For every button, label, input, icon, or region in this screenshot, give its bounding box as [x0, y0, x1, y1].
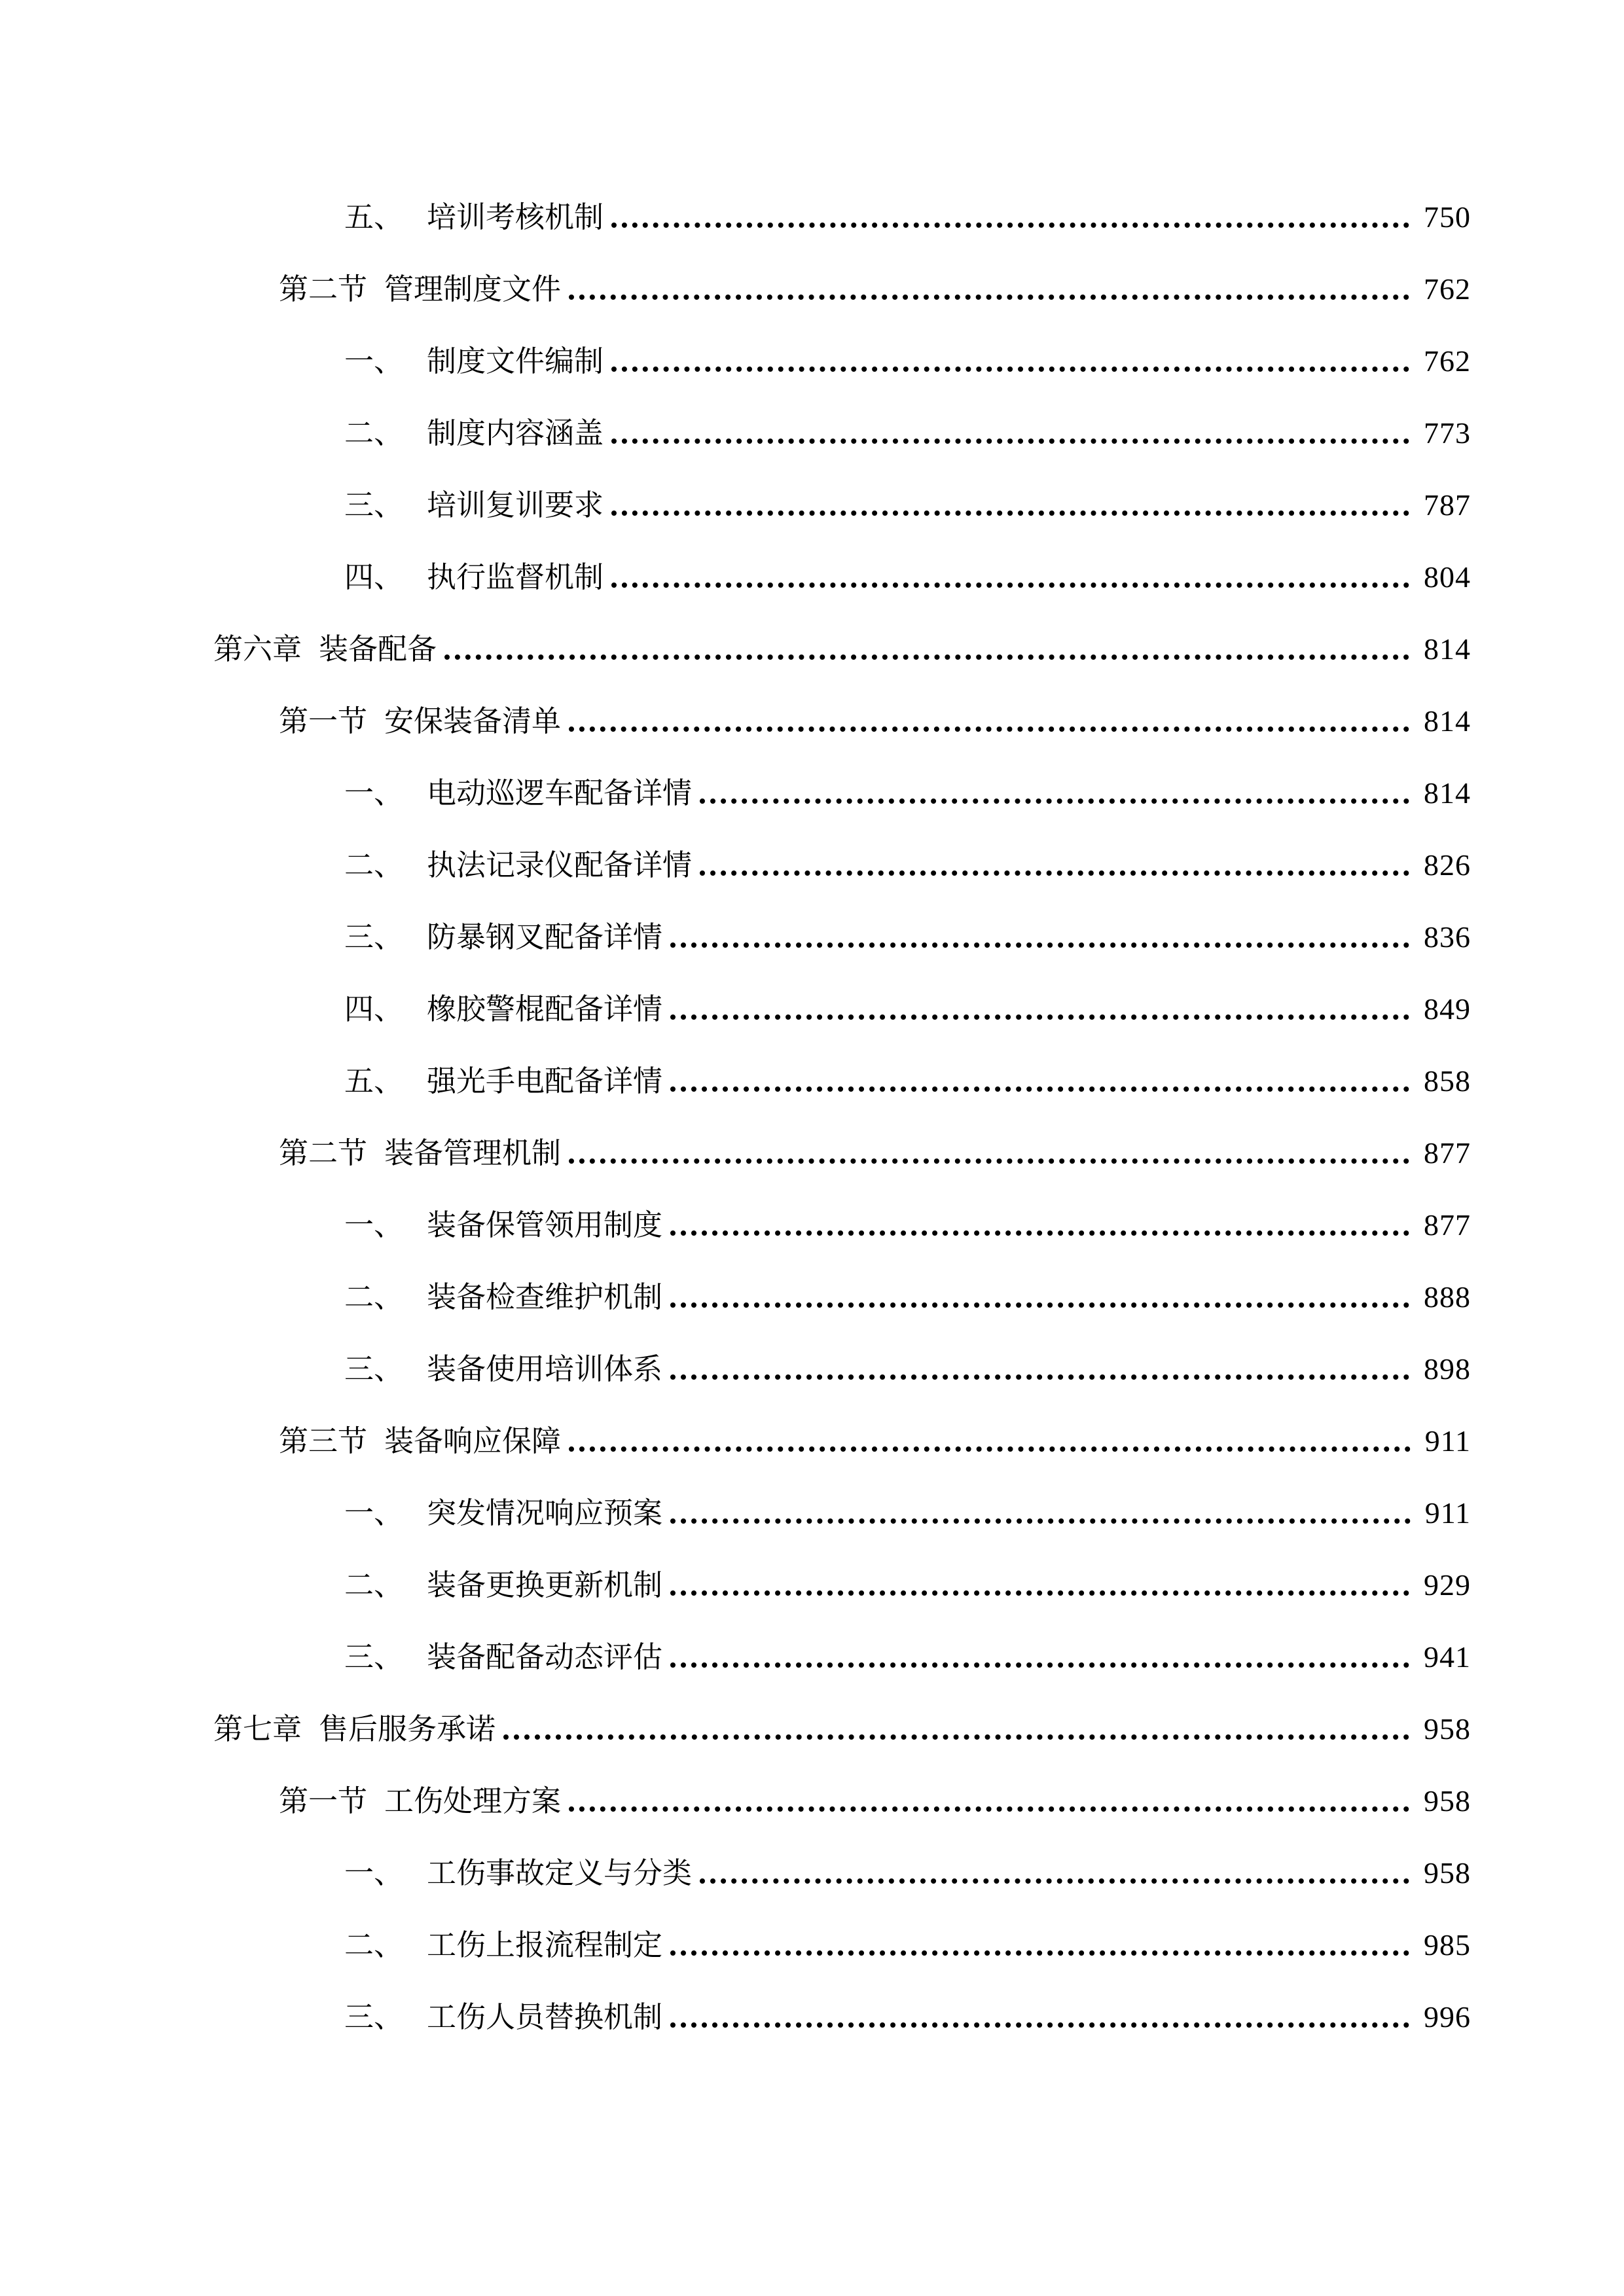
toc-dot-leader	[611, 583, 1409, 588]
toc-dot-leader	[670, 1662, 1409, 1668]
toc-entry-page: 898	[1424, 1352, 1471, 1386]
toc-entry[interactable]	[344, 983, 1471, 1035]
toc-entry[interactable]	[344, 551, 1471, 603]
toc-entry-number: 五、	[344, 1064, 404, 1098]
toc-entry[interactable]	[279, 263, 1471, 315]
toc-entry-number: 三、	[344, 1352, 404, 1386]
toc-entry[interactable]	[344, 1559, 1471, 1611]
toc-entry-title: 电动巡逻车配备详情	[427, 776, 693, 810]
toc-entry-page: 814	[1424, 632, 1471, 666]
toc-entry-page: 750	[1424, 200, 1471, 234]
toc-entry[interactable]	[279, 695, 1471, 747]
toc-entry-page: 929	[1424, 1568, 1471, 1602]
toc-entry[interactable]	[344, 1991, 1471, 2043]
toc-entry-title: 培训复训要求	[427, 488, 604, 522]
toc-entry-title: 培训考核机制	[427, 200, 604, 234]
toc-entry-page: 826	[1424, 848, 1471, 882]
toc-entry[interactable]	[344, 479, 1471, 531]
toc-entry-page: 762	[1424, 272, 1471, 306]
toc-entry-page: 877	[1424, 1208, 1471, 1242]
toc-entry-number: 一、	[344, 776, 404, 810]
toc-entry-title: 装备配备	[319, 632, 437, 666]
toc-entry-number: 二、	[344, 1280, 404, 1314]
toc-dot-leader	[670, 1230, 1409, 1236]
toc-dot-leader	[670, 1374, 1409, 1380]
toc-dot-leader	[670, 942, 1409, 948]
toc-entry[interactable]	[344, 407, 1471, 459]
toc-entry-page: 858	[1424, 1064, 1471, 1098]
toc-entry-title: 执行监督机制	[427, 560, 604, 594]
toc-entry-title: 管理制度文件	[384, 272, 562, 306]
toc-entry-page: 996	[1424, 2000, 1471, 2034]
toc-entry-page: 958	[1424, 1856, 1471, 1890]
toc-entry-title: 工伤人员替换机制	[427, 2000, 663, 2034]
toc-entry-title: 装备管理机制	[384, 1136, 562, 1170]
toc-entry-number: 三、	[344, 1640, 404, 1674]
toc-entry-number: 三、	[344, 488, 404, 522]
toc-entry-page: 814	[1424, 704, 1471, 738]
toc-entry-page: 958	[1424, 1712, 1471, 1746]
toc-dot-leader	[569, 1158, 1409, 1164]
toc-entry[interactable]	[344, 911, 1471, 963]
toc-entry-number: 第一节	[279, 704, 368, 738]
toc-entry-title: 装备检查维护机制	[427, 1280, 663, 1314]
toc-entry-title: 橡胶警棍配备详情	[427, 992, 663, 1026]
toc-entry[interactable]	[344, 1271, 1471, 1323]
toc-dot-leader	[700, 798, 1409, 804]
toc-dot-leader	[670, 1302, 1409, 1308]
toc-entry-title: 突发情况响应预案	[427, 1496, 663, 1530]
toc-dot-leader	[611, 439, 1409, 444]
toc-entry[interactable]	[344, 1055, 1471, 1107]
toc-entry-title: 安保装备清单	[384, 704, 562, 738]
toc-dot-leader	[611, 511, 1409, 516]
toc-entry[interactable]	[279, 1415, 1471, 1467]
toc-entry-number: 第三节	[279, 1424, 368, 1458]
toc-dot-leader	[700, 870, 1409, 876]
toc-entry[interactable]	[344, 1487, 1471, 1539]
toc-entry[interactable]	[344, 839, 1471, 891]
toc-entry-page: 888	[1424, 1280, 1471, 1314]
toc-entry[interactable]	[344, 767, 1471, 819]
toc-dot-leader	[670, 1086, 1409, 1092]
toc-entry-number: 第六章	[213, 632, 302, 666]
toc-dot-leader	[670, 2022, 1409, 2028]
toc-entry-title: 装备保管领用制度	[427, 1208, 663, 1242]
toc-entry-page: 985	[1424, 1928, 1471, 1962]
toc-dot-leader	[670, 1014, 1409, 1020]
toc-entry[interactable]	[344, 1919, 1471, 1971]
toc-entry-number: 一、	[344, 1856, 404, 1890]
toc-entry[interactable]	[344, 335, 1471, 387]
toc-entry[interactable]	[344, 1343, 1471, 1395]
toc-entry-page: 836	[1424, 920, 1471, 954]
toc-entry[interactable]	[213, 1703, 1471, 1755]
toc-entry-title: 防暴钢叉配备详情	[427, 920, 663, 954]
toc-dot-leader	[700, 1878, 1409, 1884]
toc-entry-page: 849	[1424, 992, 1471, 1026]
toc-entry-page: 787	[1424, 488, 1471, 522]
toc-dot-leader	[611, 367, 1409, 372]
toc-entry-page: 941	[1424, 1640, 1471, 1674]
toc-entry-number: 五、	[344, 200, 404, 234]
toc-dot-leader	[503, 1734, 1409, 1740]
toc-entry-number: 三、	[344, 920, 404, 954]
toc-entry-number: 第一节	[279, 1784, 368, 1818]
toc-entry[interactable]	[279, 1127, 1471, 1179]
toc-entry-page: 762	[1424, 344, 1471, 378]
toc-dot-leader	[444, 655, 1409, 660]
toc-entry-title: 装备配备动态评估	[427, 1640, 663, 1674]
toc-entry-number: 一、	[344, 344, 404, 378]
toc-entry-number: 一、	[344, 1208, 404, 1242]
toc-entry-title: 装备使用培训体系	[427, 1352, 663, 1386]
toc-dot-leader	[670, 1590, 1409, 1596]
toc-entry-page: 911	[1424, 1424, 1471, 1458]
toc-entry-title: 装备更换更新机制	[427, 1568, 663, 1602]
toc-entry-page: 814	[1424, 776, 1471, 810]
toc-entry-title: 工伤处理方案	[384, 1784, 562, 1818]
toc-entry-number: 第七章	[213, 1712, 302, 1746]
toc-entry-page: 911	[1424, 1496, 1471, 1530]
toc-entry-title: 工伤上报流程制定	[427, 1928, 663, 1962]
toc-dot-leader	[611, 223, 1409, 228]
toc-entry-page: 773	[1424, 416, 1471, 450]
toc-entry-number: 四、	[344, 992, 404, 1026]
toc-entry-title: 执法记录仪配备详情	[427, 848, 693, 882]
toc-entry-number: 二、	[344, 1928, 404, 1962]
toc-entry-number: 第二节	[279, 1136, 368, 1170]
toc-entry-page: 958	[1424, 1784, 1471, 1818]
toc-entry[interactable]	[344, 1631, 1471, 1683]
toc-entry-number: 二、	[344, 416, 404, 450]
toc-dot-leader	[569, 1806, 1409, 1812]
toc-entry[interactable]	[344, 1199, 1471, 1251]
toc-entry[interactable]	[213, 623, 1471, 675]
toc-entry[interactable]	[344, 1847, 1471, 1899]
toc-dot-leader	[670, 1518, 1411, 1524]
toc-entry[interactable]	[279, 1775, 1471, 1827]
toc-dot-leader	[670, 1950, 1409, 1956]
toc-dot-leader	[569, 726, 1409, 732]
toc-entry-number: 三、	[344, 2000, 404, 2034]
toc-entry-number: 第二节	[279, 272, 368, 306]
toc-entry-title: 工伤事故定义与分类	[427, 1856, 693, 1890]
toc-entry[interactable]	[344, 191, 1471, 243]
toc-entry-number: 四、	[344, 560, 404, 594]
toc-dot-leader	[569, 1446, 1411, 1452]
toc-entry-title: 装备响应保障	[384, 1424, 562, 1458]
toc-entry-title: 制度文件编制	[427, 344, 604, 378]
toc-entry-number: 二、	[344, 1568, 404, 1602]
toc-entry-page: 877	[1424, 1136, 1471, 1170]
toc-dot-leader	[569, 295, 1409, 300]
toc-entry-page: 804	[1424, 560, 1471, 594]
toc-entry-title: 制度内容涵盖	[427, 416, 604, 450]
toc-entry-title: 售后服务承诺	[319, 1712, 496, 1746]
toc-entry-number: 一、	[344, 1496, 404, 1530]
toc-entry-title: 强光手电配备详情	[427, 1064, 663, 1098]
toc-entry-number: 二、	[344, 848, 404, 882]
